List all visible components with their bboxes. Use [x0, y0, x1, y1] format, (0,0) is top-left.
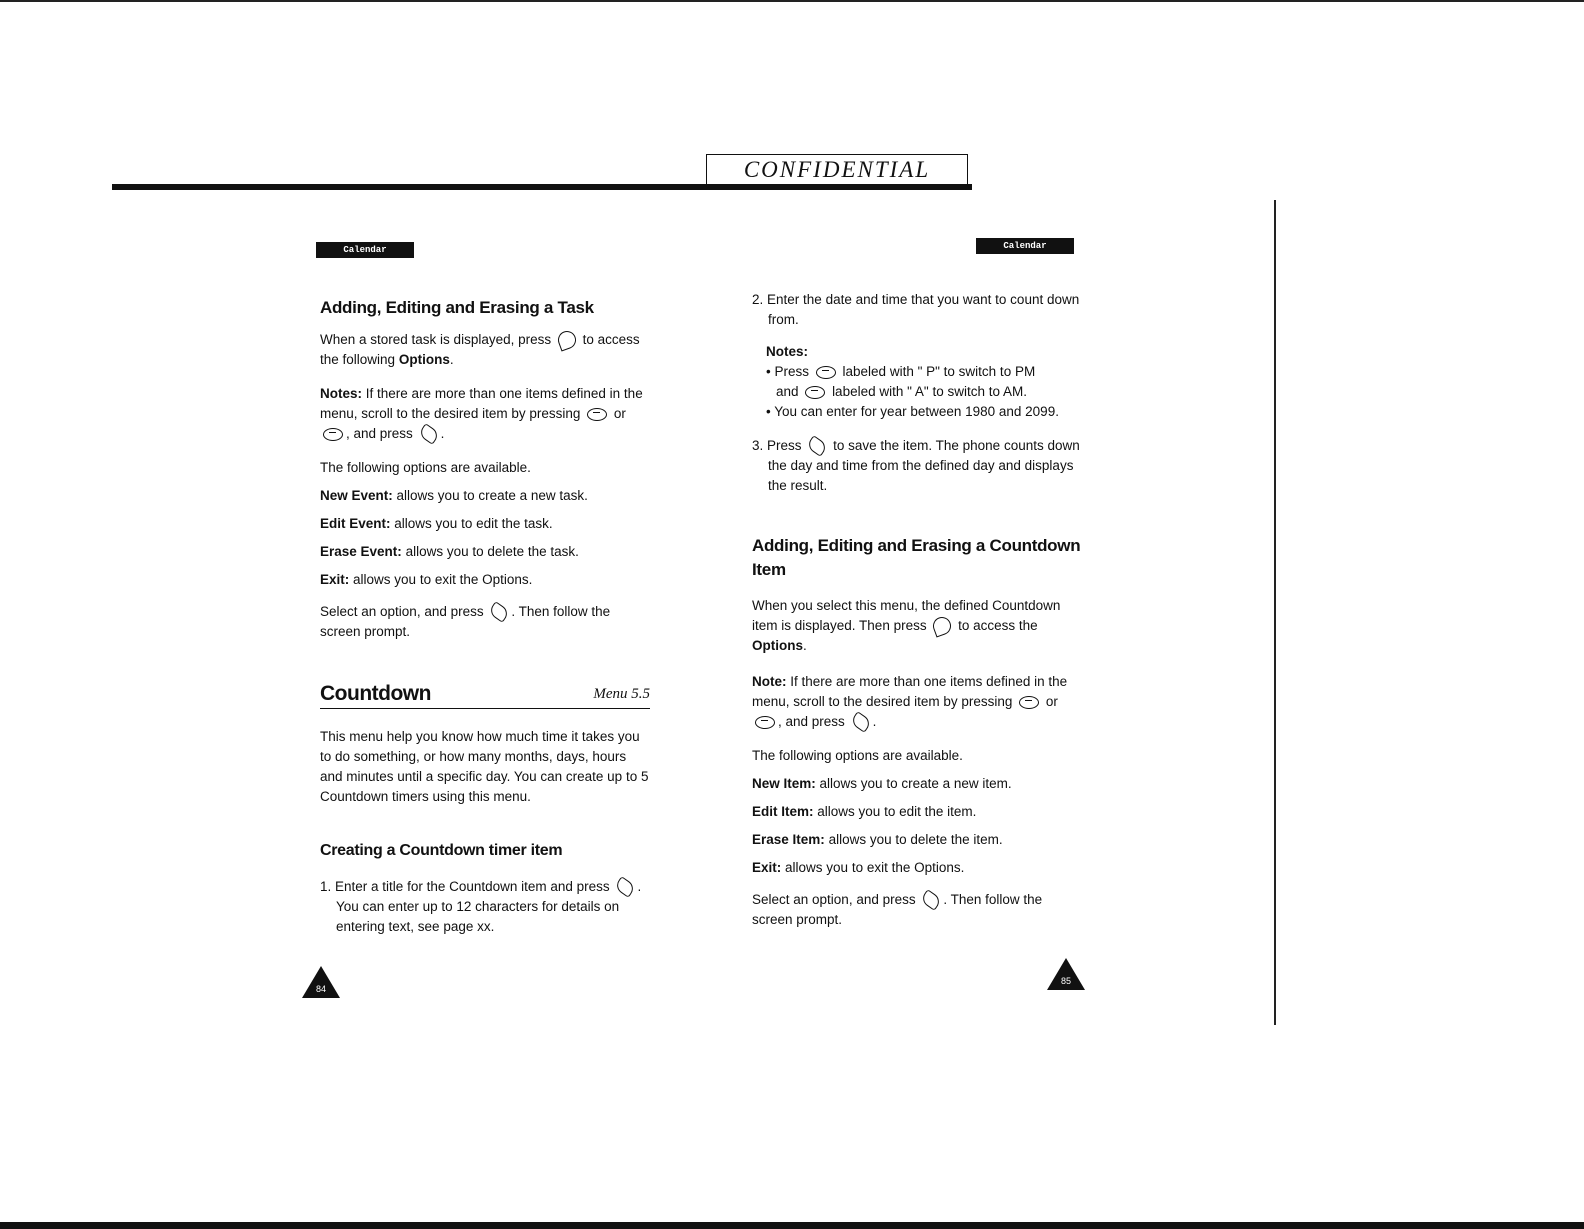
key-2-icon [805, 386, 825, 399]
key-7-icon [816, 366, 836, 379]
scroll-down-key-icon [755, 716, 775, 729]
creating-heading: Creating a Countdown timer item [320, 842, 563, 859]
option-edit-event: Edit Event: allows you to edit the task. [320, 516, 553, 531]
step-1: 1. Enter a title for the Countdown item and press . You can enter up to 12 characters for details on entering text, see page xx. [320, 877, 650, 937]
select-key-icon [849, 712, 872, 734]
option-erase-item: Erase Item: allows you to delete the item. [752, 832, 1003, 847]
select-key-icon [488, 602, 511, 624]
soft-key-icon [931, 615, 954, 638]
countdown-item-intro: When you select this menu, the defined Countdown item is displayed. Then press to access the Options. [752, 598, 1061, 653]
scroll-up-key-icon [587, 408, 607, 421]
option-exit: Exit: allows you to exit the Options. [752, 860, 965, 875]
select-instruction: Select an option, and press . Then follow the screen prompt. [320, 602, 650, 642]
page-edge-line [1274, 200, 1276, 1025]
select-key-icon [806, 436, 829, 458]
option-new-item: New Item: allows you to create a new item. [752, 776, 1012, 791]
countdown-item-note: Note: If there are more than one items defined in the menu, scroll to the desired item by pressing or , and press . [752, 672, 1082, 732]
option-erase-event: Erase Event: allows you to delete the task. [320, 544, 579, 559]
select-key-icon [417, 424, 440, 446]
left-column [320, 296, 650, 945]
countdown-description: This menu help you know how much time it takes you to do something, or how many months, days, hours and minutes until a specific day. You can create up to 5 Countdown timers using this menu. [320, 729, 649, 804]
page-number-right: 85 [1060, 976, 1071, 986]
confidential-stamp: CONFIDENTIAL [706, 154, 968, 186]
select-key-icon [614, 877, 637, 899]
note-am: and labeled with " A" to switch to AM. [776, 384, 1027, 399]
menu-reference: Menu 5.5 [593, 686, 650, 702]
countdown-title: Countdown [320, 682, 431, 705]
scroll-down-key-icon [323, 428, 343, 441]
option-exit: Exit: allows you to exit the Options. [320, 572, 533, 587]
page-number-left: 84 [315, 984, 326, 994]
options-available: The following options are available. [320, 460, 531, 475]
task-heading: Adding, Editing and Erasing a Task [320, 298, 594, 317]
note-year-range: • You can enter for year between 1980 and 2099. [766, 404, 1059, 419]
option-edit-item: Edit Item: allows you to edit the item. [752, 804, 977, 819]
step-2: 2. Enter the date and time that you want to count down from. [752, 292, 1080, 327]
section-tab-left: Calendar [316, 242, 414, 258]
select-key-icon [920, 890, 943, 912]
select-instruction: Select an option, and press . Then follow the screen prompt. [752, 890, 1082, 930]
scroll-up-key-icon [1019, 696, 1039, 709]
scan-bottom-edge [0, 1222, 1584, 1229]
task-notes: Notes: If there are more than one items defined in the menu, scroll to the desired item by pressing or , and press . [320, 384, 650, 444]
countdown-item-heading: Adding, Editing and Erasing a Countdown Item [752, 536, 1081, 579]
section-tab-right: Calendar [976, 238, 1074, 254]
scan-top-edge [0, 0, 1584, 2]
task-intro: When a stored task is displayed, press to access the following Options. [320, 330, 650, 370]
note-pm: • Press labeled with " P" to switch to PM [766, 364, 1036, 379]
option-new-event: New Event: allows you to create a new task. [320, 488, 588, 503]
options-available: The following options are available. [752, 748, 963, 763]
soft-key-icon [555, 329, 578, 352]
step-2-notes-label: Notes: [766, 344, 809, 359]
step-3: 3. Press to save the item. The phone counts down the day and time from the defined day and displays the result. [752, 436, 1082, 496]
countdown-title-row [320, 684, 650, 709]
right-column [752, 290, 1082, 938]
